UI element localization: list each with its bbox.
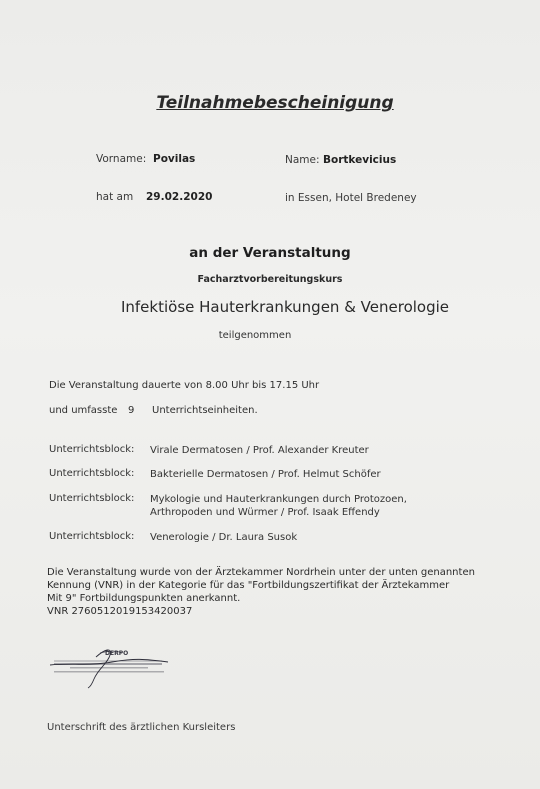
block-topic-continued: Arthropoden und Würmer / Prof. Isaak Effendy: [150, 507, 380, 518]
participated-text: teilgenommen: [218, 330, 292, 341]
block-label: Unterrichtsblock:: [49, 444, 135, 455]
stamp-signature: [50, 647, 180, 692]
units-label: und umfasste: [49, 405, 118, 416]
signature-caption: Unterschrift des ärztlichen Kursleiters: [47, 722, 236, 733]
units-suffix: Unterrichtseinheiten.: [152, 405, 258, 416]
accreditation-text: [47, 566, 497, 618]
stamp-brand: DERPO: [105, 650, 129, 657]
block-label: Unterrichtsblock:: [49, 468, 135, 479]
last-name-value: Bortkevicius: [323, 154, 397, 166]
course-type: Facharztvorbereitungskurs: [197, 274, 343, 285]
page-title: Teilnahmebescheinigung: [156, 93, 394, 113]
accreditation-line: Kennung (VNR) in der Kategorie für das "Fortbildungszertifikat der Ärztekammer: [47, 580, 450, 591]
location-value: in Essen, Hotel Bredeney: [285, 192, 417, 204]
units-count: 9: [128, 405, 135, 416]
block-label: Unterrichtsblock:: [49, 531, 135, 542]
date-label: hat am: [96, 191, 134, 203]
first-name-label: Vorname:: [96, 153, 147, 165]
block-label: Unterrichtsblock:: [49, 493, 135, 504]
last-name-label: Name:: [285, 154, 320, 166]
first-name-value: Povilas: [153, 153, 196, 165]
block-topic: Virale Dermatosen / Prof. Alexander Kreuter: [150, 445, 369, 456]
block-topic: Venerologie / Dr. Laura Susok: [150, 532, 298, 543]
accreditation-line: Die Veranstaltung wurde von der Ärztekammer Nordrhein unter der unten genannten: [47, 567, 475, 578]
duration-text: Die Veranstaltung dauerte von 8.00 Uhr bis 17.15 Uhr: [49, 380, 320, 391]
accreditation-line: Mit 9" Fortbildungspunkten anerkannt.: [47, 593, 241, 604]
event-heading: an der Veranstaltung: [189, 245, 351, 261]
vnr-number: VNR 2760512019153420037: [47, 606, 193, 617]
block-topic: Bakterielle Dermatosen / Prof. Helmut Schöfer: [150, 469, 381, 480]
course-name: Infektiöse Hauterkrankungen & Venerologie: [120, 298, 450, 316]
date-value: 29.02.2020: [146, 191, 213, 203]
block-topic: Mykologie und Hauterkrankungen durch Protozoen,: [150, 494, 407, 505]
